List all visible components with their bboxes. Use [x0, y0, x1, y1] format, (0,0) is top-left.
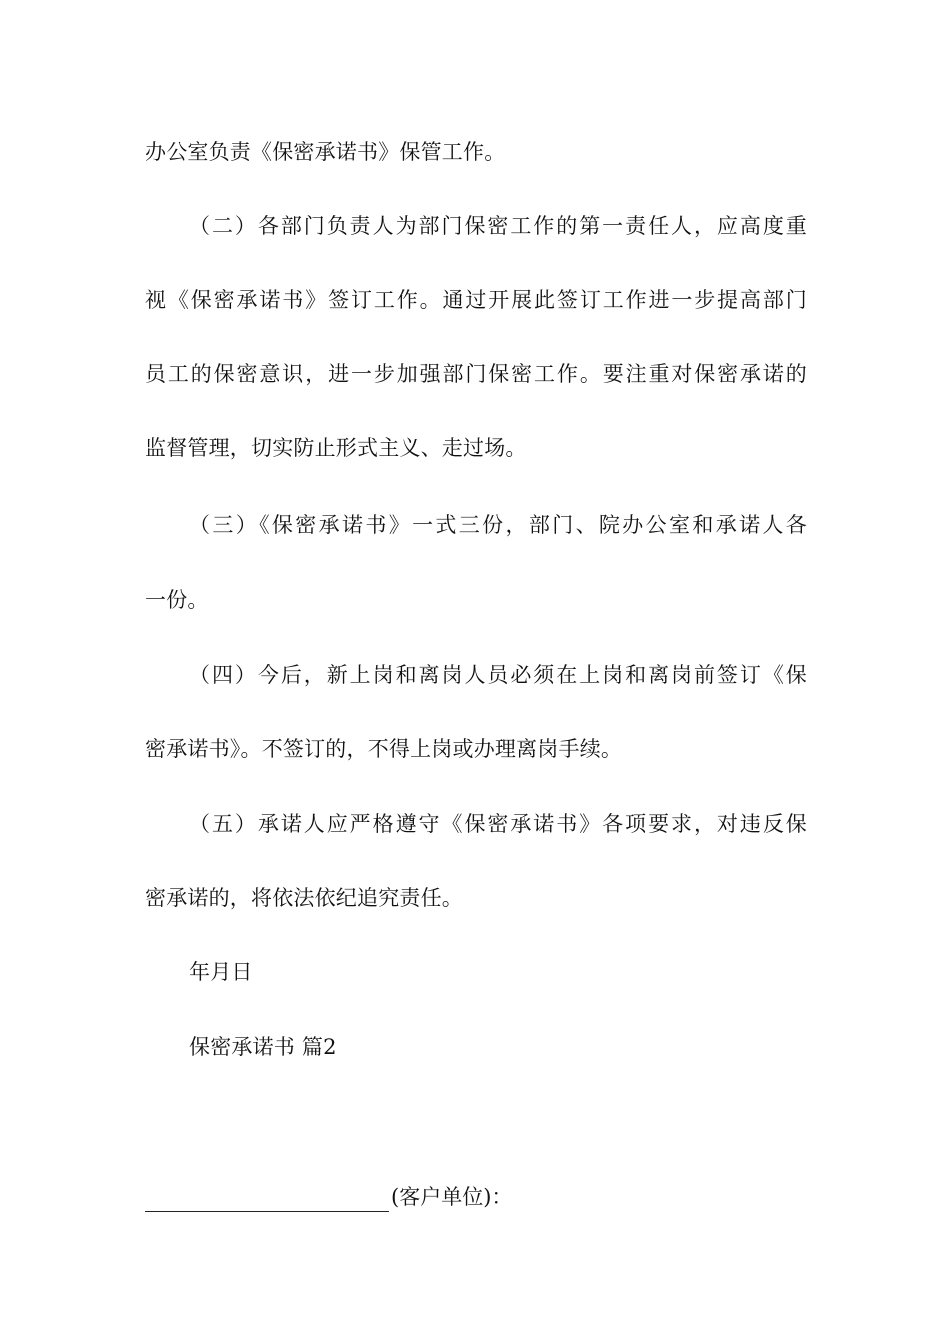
paragraph-line: 监督管理，切实防止形式主义、走过场。 [145, 436, 527, 460]
paragraph-line: 办公室负责《保密承诺书》保管工作。 [145, 140, 506, 164]
paragraph-line: 密承诺书》。不签订的，不得上岗或办理离岗手续。 [145, 737, 623, 761]
paragraph-line: 视《保密承诺书》签订工作。通过开展此签订工作进一步提高部门 [145, 288, 807, 312]
client-unit-blank [145, 1187, 389, 1212]
paragraph-line: （二）各部门负责人为部门保密工作的第一责任人，应高度重 [189, 214, 807, 238]
paragraph-line: （五）承诺人应严格遵守《保密承诺书》各项要求，对违反保 [189, 812, 807, 836]
client-unit-label: (客户单位)： [391, 1185, 513, 1209]
client-unit-row [145, 1182, 512, 1212]
paragraph-line: （四）今后，新上岗和离岗人员必须在上岗和离岗前签订《保 [189, 663, 807, 687]
paragraph-line: 一份。 [145, 588, 209, 612]
paragraph-line: （三）《保密承诺书》一式三份，部门、院办公室和承诺人各 [189, 513, 807, 537]
paragraph-line: 员工的保密意识，进一步加强部门保密工作。要注重对保密承诺的 [145, 362, 807, 386]
section-heading: 保密承诺书 篇2 [189, 1035, 337, 1059]
paragraph-line: 密承诺的，将依法依纪追究责任。 [145, 886, 463, 910]
date-line: 年月日 [189, 960, 253, 984]
